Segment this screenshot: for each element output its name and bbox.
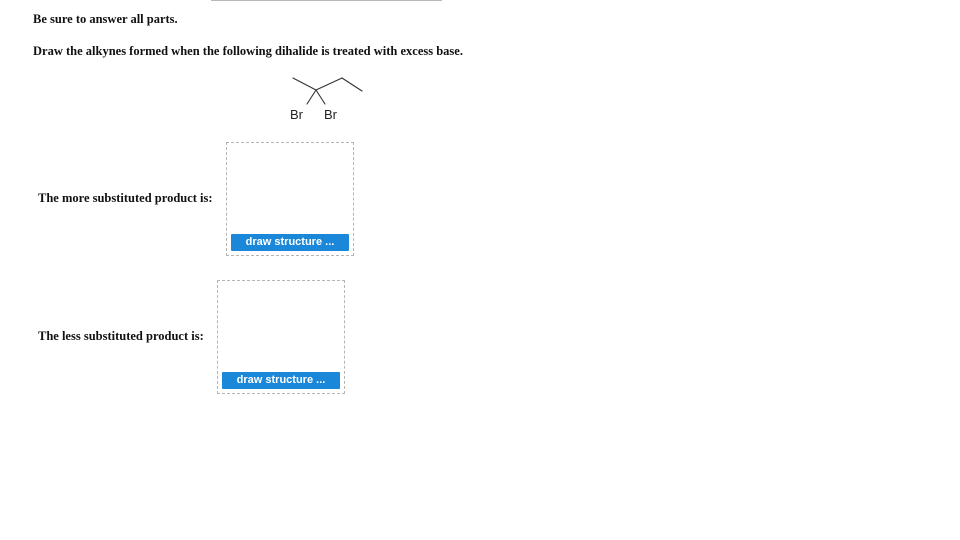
br-label-right: Br [324,107,337,122]
br-label-left: Br [290,107,303,122]
top-divider [211,0,442,1]
bond-ethyl-1 [316,78,342,90]
bond-methyl [293,78,316,90]
dihalide-structure [280,74,370,126]
more-substituted-answer-box[interactable] [226,142,354,256]
draw-structure-button-more[interactable]: draw structure ... [231,234,349,251]
question-prompt: Draw the alkynes formed when the following dihalide is treated with excess base. [33,44,463,58]
draw-structure-button-less[interactable]: draw structure ... [222,372,340,389]
dihalide-skeletal-formula [280,74,370,126]
less-substituted-answer-box[interactable] [217,280,345,394]
bond-ethyl-2 [342,78,362,91]
bond-br-left [307,90,316,104]
less-substituted-label: The less substituted product is: [38,329,204,343]
more-substituted-label: The more substituted product is: [38,191,213,205]
instruction-answer-all: Be sure to answer all parts. [33,12,178,26]
bond-br-right [316,90,325,104]
